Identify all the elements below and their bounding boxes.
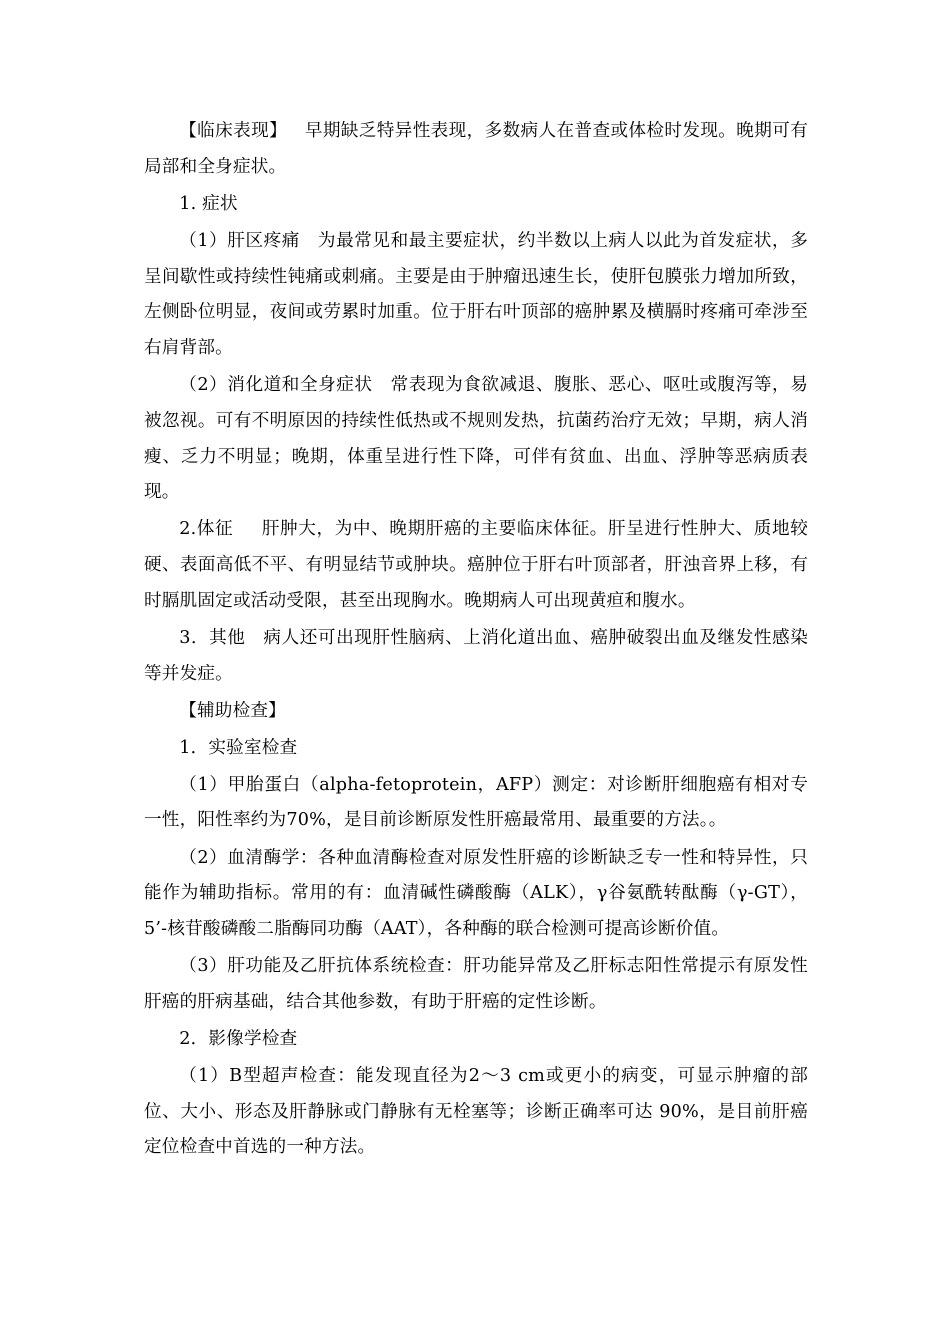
section-heading: 【辅助检查】 bbox=[179, 700, 286, 721]
item-heading: （1）肝区疼痛 bbox=[179, 230, 300, 251]
paragraph-text: 常表现为食欲减退、腹胀、恶心、呕吐或腹泻等，易被忽视。可有不明原因的持续性低热或不规则发热，抗菌药治疗无效；早期，病人消瘦、乏力不明显；晚期，体重呈进行性下降，可伴有贫血、出血、浮肿等恶病质表现。 bbox=[144, 375, 808, 503]
item-heading: （1）B型超声检查： bbox=[179, 1065, 356, 1086]
section-heading: 【临床表现】 bbox=[179, 121, 288, 141]
item-heading: （2）消化道和全身症状 bbox=[179, 375, 373, 396]
paragraph-text: 病人还可出现肝性脑病、上消化道出血、癌肿破裂出血及继发性感染等并发症。 bbox=[144, 627, 808, 684]
paragraph-text: 为最常见和最主要症状，约半数以上病人以此为首发症状，多呈间歇性或持续性钝痛或刺痛。主要是由于肿瘤迅速生长，使肝包膜张力增加所致，左侧卧位明显，夜间或劳累时加重。位于肝右叶顶部的癌肿累及横膈时疼痛可牵涉至右肩背部。 bbox=[144, 230, 808, 358]
subheading-text: 2．影像学检查 bbox=[179, 1028, 298, 1049]
item-heading: （1）甲胎蛋白（alpha-fetoprotein，AFP）测定： bbox=[179, 774, 608, 795]
paragraph-text: 能发现直径为2～3 cm或更小的病变，可显示肿瘤的部位、大小、形态及肝静脉或门静脉有无栓塞等；诊断正确率可达 90%，是目前肝癌定位检查中首选的一种方法。 bbox=[144, 1065, 809, 1158]
document-body bbox=[144, 114, 808, 1167]
paragraph-digestive bbox=[144, 368, 808, 511]
paragraph-enzyme bbox=[144, 841, 808, 948]
paragraph-afp bbox=[144, 768, 808, 839]
paragraph-text: 各种血清酶检查对原发性肝癌的诊断缺乏专一性和特异性，只能作为辅助指标。常用的有：血清碱性磷酸酶（ALK），γ谷氨酰转酞酶（γ-GT），5’-核苷酸磷酸二脂酶同功酶（AAT），各种酶的联合检测可提高诊断价值。 bbox=[144, 847, 808, 939]
paragraph-text: 肝功能异常及乙肝标志阳性常提示有原发性肝癌的肝病基础，结合其他参数，有助于肝癌的定性诊断。 bbox=[144, 956, 808, 1012]
paragraph-text: 肝肿大，为中、晚期肝癌的主要临床体征。肝呈进行性肿大、质地较硬、表面高低不平、有明显结节或肿块。癌肿位于肝右叶顶部者，肝浊音界上移，有时膈肌固定或活动受限，甚至出现胸水。晚期病人可出现黄疸和腹水。 bbox=[144, 519, 808, 611]
subheading-lab bbox=[144, 731, 808, 767]
paragraph-ultrasound bbox=[144, 1059, 808, 1166]
subheading-symptoms bbox=[144, 187, 808, 223]
item-heading: （3）肝功能及乙肝抗体系统检查： bbox=[179, 956, 464, 977]
item-heading: 3．其他 bbox=[179, 627, 246, 648]
paragraph-text: 早期缺乏特异性表现，多数病人在普查或体检时发现。晚期可有局部和全身症状。 bbox=[144, 121, 809, 177]
paragraph-liverfn bbox=[144, 949, 808, 1020]
subheading-imaging bbox=[144, 1022, 808, 1058]
paragraph-text: 对诊断肝细胞癌有相对专一性，阳性率约为70%，是目前诊断原发性肝癌最常用、最重要的方法。。 bbox=[144, 774, 808, 831]
subheading-text: 1．实验室检查 bbox=[179, 737, 298, 758]
paragraph-pain bbox=[144, 224, 808, 367]
paragraph-clinical bbox=[144, 114, 808, 185]
paragraph-signs bbox=[144, 512, 808, 619]
section-aux bbox=[144, 694, 808, 730]
item-heading: （2）血清酶学： bbox=[179, 847, 319, 868]
paragraph-other bbox=[144, 621, 808, 692]
subheading-text: 1. 症状 bbox=[179, 193, 238, 214]
item-heading: 2.体征 bbox=[179, 519, 234, 540]
